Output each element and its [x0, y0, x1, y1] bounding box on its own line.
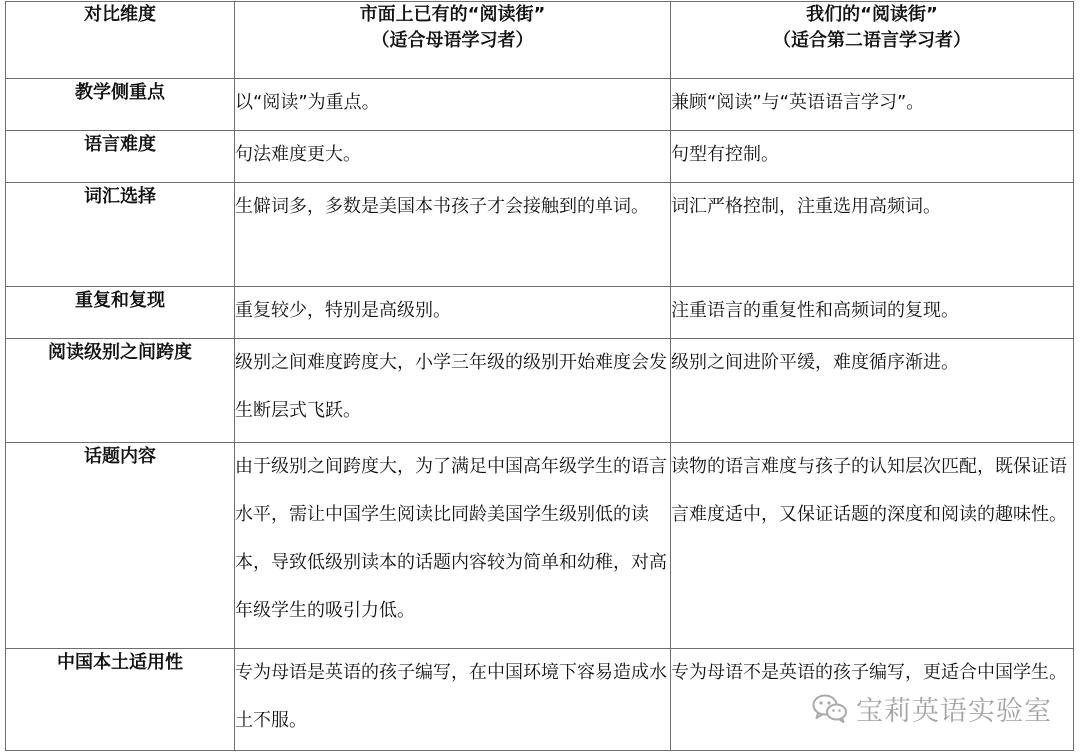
- table-row: [6, 649, 1074, 751]
- existing-cell: 级别之间难度跨度大，小学三年级的级别开始难度会发生断层式飞跃。: [235, 339, 671, 443]
- ours-cell: 句型有控制。: [671, 131, 1074, 183]
- header-ours: [671, 2, 1074, 79]
- table-row: [6, 443, 1074, 649]
- row-label: 词汇选择: [6, 183, 235, 287]
- existing-cell: 以“阅读”为重点。: [235, 79, 671, 131]
- row-label: 重复和复现: [6, 287, 235, 339]
- watermark-text: 宝莉英语实验室: [856, 695, 1052, 727]
- header-existing-title: 市面上已有的“阅读街”: [359, 4, 546, 25]
- header-dimension-label: 对比维度: [84, 4, 156, 25]
- table-row: [6, 79, 1074, 131]
- header-ours-title: 我们的“阅读街”: [806, 4, 938, 25]
- row-label: 中国本土适用性: [6, 649, 235, 751]
- table-row: [6, 183, 1074, 287]
- existing-cell: 生僻词多，多数是美国本书孩子才会接触到的单词。: [235, 183, 671, 287]
- table-row: [6, 339, 1074, 443]
- ours-cell: 专为母语不是英语的孩子编写，更适合中国学生。: [671, 649, 1074, 751]
- existing-cell: 由于级别之间跨度大，为了满足中国高年级学生的语言水平，需让中国学生阅读比同龄美国学生级别低的读本，导致低级别读本的话题内容较为简单和幼稚，对高年级学生的吸引力低。: [235, 443, 671, 649]
- header-row: [6, 2, 1074, 79]
- comparison-table: [5, 1, 1074, 751]
- ours-cell: 兼顾“阅读”与“英语语言学习”。: [671, 79, 1074, 131]
- existing-cell: 专为母语是英语的孩子编写，在中国环境下容易造成水土不服。: [235, 649, 671, 751]
- table-row: [6, 131, 1074, 183]
- header-dimension: [6, 2, 235, 79]
- header-ours-subtitle: （适合第二语言学习者）: [773, 30, 971, 51]
- existing-cell: 重复较少，特别是高级别。: [235, 287, 671, 339]
- ours-cell: 读物的语言难度与孩子的认知层次匹配，既保证语言难度适中，又保证话题的深度和阅读的趣味性。: [671, 443, 1074, 649]
- ours-cell: 级别之间进阶平缓，难度循序渐进。: [671, 339, 1074, 443]
- row-label: 语言难度: [6, 131, 235, 183]
- row-label: 教学侧重点: [6, 79, 235, 131]
- existing-cell: 句法难度更大。: [235, 131, 671, 183]
- table-row: [6, 287, 1074, 339]
- row-label: 话题内容: [6, 443, 235, 649]
- header-existing: [235, 2, 671, 79]
- row-label: 阅读级别之间跨度: [6, 339, 235, 443]
- ours-cell: 词汇严格控制，注重选用高频词。: [671, 183, 1074, 287]
- ours-cell: 注重语言的重复性和高频词的复现。: [671, 287, 1074, 339]
- header-existing-subtitle: （适合母语学习者）: [371, 30, 534, 51]
